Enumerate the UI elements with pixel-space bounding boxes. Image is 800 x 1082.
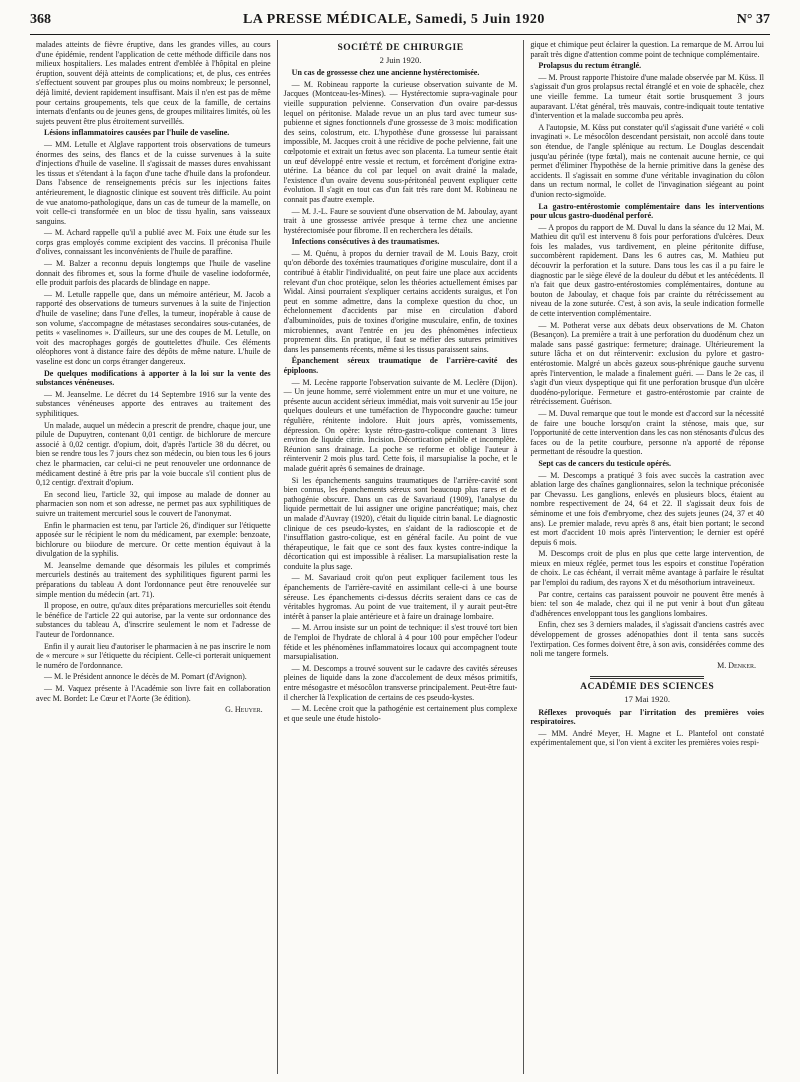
article-title: Épanchement séreux traumatique de l'arrière-cavité des épiploons. bbox=[283, 356, 518, 375]
page-number: 368 bbox=[30, 12, 51, 27]
paragraph: — M. Lecène croit que la pathogénie est certainement plus complexe et que seule une étude histolo- bbox=[283, 704, 518, 723]
paragraph: — M. Descomps a trouvé souvent sur le cadavre des cavités séreuses pleines de liquide dans la zone d'accolement de deux mésos primitifs, entre mésogastre et mésocôlon transverse principalement. Peut-être faut-il chercher là l'explication de certains de ces pseudo-kystes. bbox=[283, 663, 518, 702]
article-title: Sept cas de cancers du testicule opérés. bbox=[538, 458, 671, 468]
paragraph: Un malade, auquel un médecin a prescrit de prendre, chaque jour, une pilule de Dupuytren, contenant 0,01 centigr. de bichlorure de mercure associé à 0,02 centigr. d'opium, doit, d'après l'article 38 du décret, ou bien se rendre tous les 7 jours chez son médecin, ou bien tous les 6 jours chez le pharmacien, car celui-ci ne peut renouveler une ordonnance de médicament destiné à être pris par la voie buccale s'il contient plus de 0,12 centigr. d'extrait d'opium. bbox=[36, 420, 271, 488]
paragraph: — M. Vaquez présente à l'Académie son livre fait en collaboration avec M. Bordet: Le Cœur et l'Aorte (3e édition). bbox=[36, 684, 271, 703]
article-title: Un cas de grossesse chez une ancienne hystérectomisée. bbox=[291, 68, 480, 78]
article-title: Lésions inflammatoires causées par l'huile de vaseline. bbox=[44, 128, 230, 138]
section-date: 17 Mai 1920. bbox=[624, 694, 670, 704]
paragraph: — A propos du rapport de M. Duval lu dans la séance du 12 Mai, M. Mathieu dit qu'il est intervenu 8 fois pour perforations d'ulcères. Deux fois les malades, vus tardivement, en pleine péritonite diffuse, succombèrent rapidement. Dans les 6 autres cas, M. Mathieu put découvrir la perforation et la suture. Dans tous les cas il a pu faire le diagnostic par le siège élevé de la douleur du début et les antécédents. Il n'a fait que deux gastro-entérostomies complémentaires, dontune au bouton de Jaboulay, et chaque fois par crainte du rétrécissement au niveau de la zone suturée. C'est, à son avis, la seule indication formelle de cette intervention complémentaire. bbox=[530, 222, 765, 319]
column-2 bbox=[277, 40, 524, 1074]
paragraph: — M. Balzer a reconnu depuis longtemps que l'huile de vaseline donnait des fibromes et, sous la forme d'huile de vaseline iodoformée, elle produit parfois des placards de blindage en nappe. bbox=[36, 259, 271, 288]
section-title: SOCIÉTÉ DE CHIRURGIE bbox=[337, 43, 464, 53]
section-divider bbox=[590, 676, 704, 679]
paragraph: Enfin, chez ses 3 derniers malades, il s'agissait d'anciens castrés avec développement de grosses adénopathies dont il tenta sans succès l'extirpation. Ces formes doivent être, à son avis, considérées comme des noli me tangere formels. bbox=[530, 620, 765, 659]
paragraph: — MM. André Meyer, H. Magne et L. Plantefol ont constaté expérimentalement que, si l'on vient à exciter les premières voies respi- bbox=[530, 728, 765, 748]
paragraph: — M. Lecène rapporte l'observation suivante de M. Leclère (Dijon). — Un jeune homme, serré violemment entre un mur et une voiture, ne présente aucun accident sérieux immédiat, mais voit survenir au 15e jour quelques douleurs et une tuméfaction de l'hypocondre gauche: tumeur régulière, rénitente indolore. Huit jours après, vomissements, dépression. On opère: kyste rétro-gastro-colique contenant 3 litres environ de liquide citrin. Incision. Décortication pénible et incomplète. Réunion sans drainage. La poche se reforme et oblige l'auteur à réintervenir 2 mois plus tard. Cette fois, il marsupialise la poche, et le malade guérit après 6 semaines de drainage. bbox=[283, 377, 518, 473]
paragraph: M. Descomps croit de plus en plus que cette large intervention, de mieux en mieux réglée, permet tous les espoirs et constitue l'opération de choix. Le cas échéant, il verrait même avantage à parfaire le résultat par l'emploi du radium, des rayons X et du mésothorium intraveineux. bbox=[530, 549, 765, 588]
paragraph: — M. Arrou insiste sur un point de technique: il s'est trouvé tort bien de l'emploi de l'hydrate de chloral à 4 pour 100 pour empêcher l'odeur fétide et les phénomènes inflammatoires locaux qui accompagnent toute marsupialisation. bbox=[283, 623, 518, 662]
issue-number: N° 37 bbox=[736, 12, 770, 27]
article-title: Réflexes provoqués par l'irritation des premières voies respiratoires. bbox=[530, 707, 765, 727]
paragraph: — M. Letulle rappelle que, dans un mémoire antérieur, M. Jacob a rapporté des observations de tumeurs survenues à la suite de l'injection d'huile de vaseline; dans l'une d'elles, la tumeur, inopérable à cause de son volume, s'accompagne de métastases secondaires sous-cutanées, de petits « vaselinomes ». D'ailleurs, sur une des coupes de M. Letulle, on voit des macrophages gorgés de gouttelettes d'huile. Ces éléments oléophores vont à distance faire des dépôts de même nature. L'huile de vaseline est donc un corps étranger dangereux. bbox=[36, 289, 271, 366]
paragraph: — M. Savariaud croit qu'on peut expliquer facilement tous les épanchements de l'arrière-cavité en assimilant celle-ci à une bourse séreuse. Les épanchements ci-dessus décrits seraient dans ce cas de véritables hygromas. Au point de vue traitement, il y aurait peut-être intérêt à panser la plaie antérieure et à faire un drainage lombaire. bbox=[283, 573, 518, 621]
column-3 bbox=[523, 40, 770, 1074]
paragraph: Si les épanchements sanguins traumatiques de l'arrière-cavité sont bien connus, les épanchements séreux sont beaucoup plus rares et de pathogénie obscure. Dans un cas de Savariaud (1909), l'analyse du liquide permettait de lui assigner une origine pancréatique; mais, chez un malade d'Auvray (1920), c'était du liquide citrin banal. Le diagnostic clinique de ces pseudo-kystes, en s'aidant de la radioscopie et de l'insufflation gastro-colique, est en général facile. Au point de vue thérapeutique, le fait que ce sont des faux kystes contre-indique la décortication qui est impossible à réaliser. La marsupialisation reste la conduite la plus sage. bbox=[283, 475, 518, 571]
paragraph: Enfin le pharmacien est tenu, par l'article 26, d'indiquer sur l'étiquette apposée sur le récipient le nom du médicament, par exemple: benzoate, bichlorure ou biiodure de mercure. Or cette mention équivaut à la divulgation de la syphilis. bbox=[36, 520, 271, 559]
signature: M. Denker. bbox=[717, 660, 757, 670]
page-header bbox=[30, 12, 770, 35]
paragraph: Il propose, en outre, qu'aux dites préparations mercurielles soit étendu le bénéfice de l'article 22 qui autorise, par la vente sur ordonnance des substances du tableau A, d'inscrire seulement le nom et l'adresse de l'auteur de l'ordonnance. bbox=[36, 601, 271, 640]
paragraph: — M. Proust rapporte l'histoire d'une malade observée par M. Küss. Il s'agissait d'un gros prolapsus rectal étranglé et en voie de sphacèle, chez une vieille femme. La tumeur était sortie brusquement 3 jours auparavant. L'état général, très mauvais, contre-indiquait toute tentative d'intervention et la malade succomba peu après. bbox=[530, 72, 765, 121]
paragraph: malades atteints de fièvre éruptive, dans les grandes villes, au cours d'une épidémie, rendent l'application de cette méthode difficile dans nos milieux hospitaliers. Les malades entrent d'emblée à l'hôpital en pleine éruption, souvent déjà atteints de complications; et, de plus, ces entrées s'effectuent souvent par groupes plus ou moins nombreux; le personnel, déjà limité, devient rapidement insuffisant. Mais il n'en est pas de même pour certains groupements, tels que ceux de la famille, de certains internats d'enfants ou de jeunes gens, de groupes militaires limités, où les sujets peuvent être plus étroitement surveillés. bbox=[36, 40, 271, 126]
paragraph: — M. Duval remarque que tout le monde est d'accord sur la nécessité de faire une bouche lorsqu'on craint la sténose, mais que, sur l'opportunité de cette intervention dans les cas non sténosants d'ulcus des faces ou de la petite courbure, personne n'a apporté de réponse permettant de résoudre la question. bbox=[530, 408, 765, 457]
article-title: La gastro-entérostomie complémentaire dans les interventions pour ulcus gastro-duodénal perforé. bbox=[530, 201, 765, 221]
paragraph: — M. J.-L. Faure se souvient d'une observation de M. Jaboulay, ayant trait à une grossesse arrivée presque à terme chez une ancienne hystérectomisée pour fibrome. Il en recherchera les détails. bbox=[283, 206, 518, 235]
section-title: ACADÉMIE DES SCIENCES bbox=[580, 682, 715, 693]
article-title: Infections consécutives à des traumatismes. bbox=[291, 237, 440, 247]
paragraph: — M. Robineau rapporte la curieuse observation suivante de M. Jacques (Montceau-les-Mines). — Hystérectomie supra-vaginale pour vieille suppuration pelvienne. Conservation d'un ovaire par-dessus lequel on péritonise. Malade revue un an plus tard avec tumeur sus-pubienne et signes fonctionnels d'une grossesse de 3 mois: modification des seins, colostrum, etc. L'hypothèse d'une grossesse lui paraissant impossible, M. Jacques croit à une récidive de poche pelvienne, fait une cœlpotomie et extrait un fœtus avec son placenta. La tumeur sentie était un œuf développé entre vessie et rectum, et forcément d'origine extra-utérine. La béance du col par lequel on avait drainé la malade, l'existence d'un ovaire devenu sous-péritonéal peuvent expliquer cette évolution. Il s'agit en tout cas d'un fait très rare dont M. Robineau ne connait pas d'autre exemple. bbox=[283, 79, 518, 204]
paragraph: — M. le Président annonce le décès de M. Pomart (d'Avignon). bbox=[44, 672, 247, 682]
paragraph: M. Jeanselme demande que désormais les pilules et comprimés mercuriels destinés au traitement des syphilitiques figurent parmi les préparations du tableau A dont l'ordonnance peut être renouvelée sur simple mention du médecin (art. 71). bbox=[36, 560, 271, 599]
paragraph: — MM. Letulle et Alglave rapportent trois observations de tumeurs énormes des seins, des flancs et de la cuisse survenues à la suite d'injections d'huile de vaseline. Il s'agissait de masses dures envahissant les tissus et s'étendant à la façon d'une tache d'huile dans la profondeur. Dans l'absence de renseignements précis sur les injections faites antérieurement, le diagnostic clinique est souvent très difficile. Au point de vue anatomo-pathologique, dans un cas de tumeur de la mamelle, on voit celle-ci transformée en un bloc de tissu hyalin, sans vaisseaux sanguins. bbox=[36, 139, 271, 226]
section-date: 2 Juin 1920. bbox=[379, 54, 422, 65]
article-title: De quelques modifications à apporter à la loi sur la vente des substances vénéneuses. bbox=[36, 368, 271, 388]
columns bbox=[30, 40, 770, 1074]
paragraph: — M. Potherat verse aux débats deux observations de M. Chaton (Besançon). La première a trait à une perforation du duodénum chez un malade sans passé gastrique: fermeture; drainage. Ultérieurement la suture lâcha et on dut réintervenir: exclusion du pylore et gastro-entérostomie. Malgré un abcès gazeux sous-phrénique gauche survenu après l'intervention, le malade a finalement guéri. — Dans le 2e cas, il s'agit d'un vieux dyspeptique qui fit une perforation brusque d'un ulcère duodéno-pylorique. Fermeture et gastro-entérostomie par crainte de rétrécissement. Guérison. bbox=[530, 320, 765, 407]
paragraph: Par contre, certains cas paraissent pouvoir ne pouvent être menés à bien: tel son 4e malade, chez qui il ne put venir à bout d'un gâteau d'adhérences enveloppant tous les ganglions lombaires. bbox=[530, 589, 765, 618]
paragraph: — M. Quénu, à propos du dernier travail de M. Louis Bazy, croit qu'on déborde des toxémies traumatiques d'origine musculaire, dont il a contribué à établir l'individualité, on peut faire une place aux accidents relevant d'un choc protéique, selon les théories actuellement émises par Widal. Ainsi pourraient s'expliquer certains accidents suraigus, et l'on peut en somme admettre, dans la complexe question du choc, un échelonnement d'accidents par mise en circulation d'abord d'albuminoïdes, puis de toxines d'origine musculaire, enfin, de toxines microbiennes, avant l'entrée en jeu des phénomènes infectieux proprement dits. En pratique, il faut se méfier des sutures primitives dans les pansements récents, même si les tissus paraissent sains. bbox=[283, 248, 518, 354]
paragraph: En second lieu, l'article 32, qui impose au malade de donner au pharmacien son nom et son adresse, ne permet pas aux syphilitiques de suivre un traitement mercuriel sous le couvert de l'anonymat. bbox=[36, 489, 271, 518]
paragraph: — M. Jeanselme. Le décret du 14 Septembre 1916 sur la vente des substances vénéneuses apporte des entraves au traitement des syphilitiques. bbox=[36, 389, 271, 418]
journal-title: LA PRESSE MÉDICALE, Samedi, 5 Juin 1920 bbox=[242, 12, 545, 27]
paragraph: A l'autopsie, M. Küss put constater qu'il s'agissait d'une variété « coli invaginati ». Le mésocôlon descendant persistait, non accolé dans toute son étendue, de l'angle splénique au rectum. Le Douglas descendait jusqu'au périnée (type fœtal), mais ne contenait aucune hernie, ce qui permet d'éliminer l'hypothèse de la hernie primitive dans la genèse des accidents. Il s'agissait en somme d'une véritable invagination du côlon dans un rectum normal, le collet de l'invagination siégeant au point d'union recto-sigmoïde. bbox=[530, 122, 765, 199]
column-1 bbox=[30, 40, 277, 1074]
paragraph: — M. Descomps a pratiqué 3 fois avec succès la castration avec ablation large des chaînes ganglionnaires, selon la technique préconisée par Chevassu. Les ganglions, enlevés en plusieurs blocs, étaient au nombre respectivement de 24, 64 et 22. Il s'agissait deux fois de séminome et une fois d'embryome, chez des sujets jeunes (24, 37 et 40 ans). Le premier malade, revu après 8 ans, était bien portant; le second est mort d'accident 10 mois après l'intervention; le dernier est opéré depuis 6 mois. bbox=[530, 470, 765, 547]
article-title: Prolapsus du rectum étranglé. bbox=[538, 61, 642, 71]
paragraph: — M. Achard rappelle qu'il a publié avec M. Foix une étude sur les corps gras employés comme excipient des vaccins. Il préconisa l'huile d'olives, connaissant les inconvénients de l'huile de paraffine. bbox=[36, 228, 271, 257]
paragraph: gique et chimique peut éclairer la question. La remarque de M. Arrou lui paraît très digne d'attention comme point de technique complémentaire. bbox=[530, 40, 765, 59]
signature: G. Heuyer. bbox=[225, 705, 263, 715]
paragraph: Enfin il y aurait lieu d'autoriser le pharmacien à ne pas inscrire le nom de « mercure » sur l'étiquette du récipient. Celle-ci porterait uniquement le numéro de l'ordonnance. bbox=[36, 641, 271, 670]
